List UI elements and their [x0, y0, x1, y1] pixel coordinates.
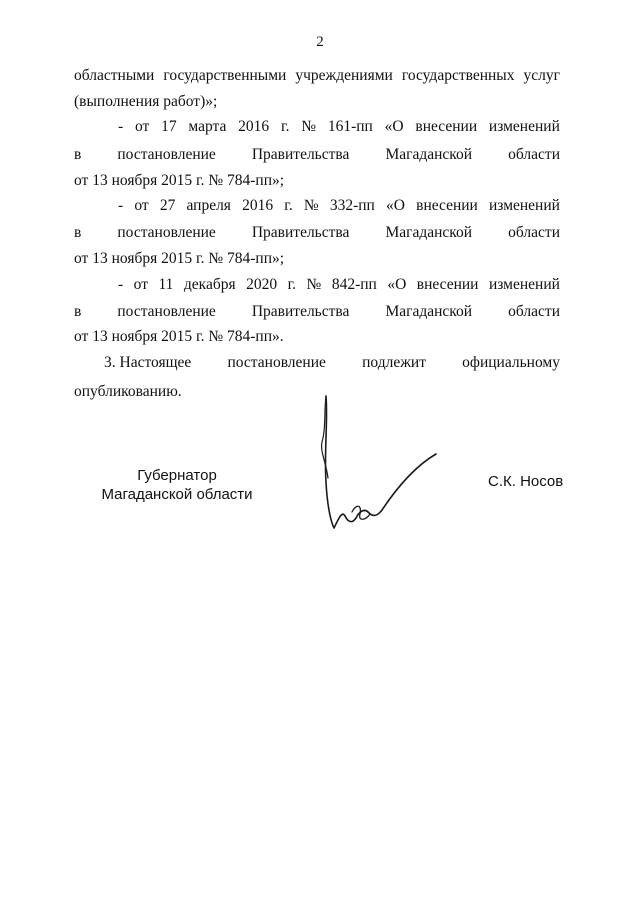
word: - [118, 118, 124, 135]
word: государственных [401, 67, 515, 84]
word: внесении [416, 276, 479, 293]
signatory-title [92, 466, 262, 504]
word: постановление [227, 354, 326, 371]
word: внесении [415, 118, 478, 135]
item-1-line-1 [118, 117, 560, 137]
word: Магаданской [385, 146, 473, 163]
item-2-line-2 [74, 223, 560, 243]
item-1-line-3: от 13 ноября 2015 г. № 784-пп»; [74, 172, 285, 189]
word: от [133, 276, 148, 293]
item-2-line-1 [118, 196, 560, 216]
word: 3. Настоящее [104, 354, 192, 371]
word: в [74, 303, 82, 320]
word: 27 [159, 197, 176, 214]
word: г. [280, 118, 290, 135]
word: «О [387, 276, 407, 293]
word: постановление [117, 146, 216, 163]
word: области [508, 303, 560, 320]
word: Магаданской [385, 303, 473, 320]
handwritten-signature [312, 392, 452, 542]
word: официальному [462, 354, 560, 371]
word: изменений [488, 276, 560, 293]
word: Правительства [251, 146, 350, 163]
word: 332-пп [329, 197, 375, 214]
signatory-title-line-1: Губернатор [137, 467, 217, 484]
word: Правительства [251, 224, 350, 241]
word: учреждениями [295, 67, 393, 84]
word: 2020 [246, 276, 278, 293]
item-3-line-3: от 13 ноября 2015 г. № 784-пп». [74, 328, 284, 345]
word: области [508, 224, 560, 241]
word: 161-пп [327, 118, 373, 135]
word: 2016 [242, 197, 274, 214]
word: г. [284, 197, 293, 214]
word: 17 [161, 118, 177, 135]
word: постановление [117, 224, 216, 241]
word: № [301, 118, 317, 135]
word: областными [74, 67, 155, 84]
word: № [306, 276, 322, 293]
word: в [74, 146, 82, 163]
word: апреля [186, 197, 231, 214]
word: постановление [117, 303, 216, 320]
paragraph-1-line-1 [74, 66, 560, 86]
word: 842-пп [331, 276, 377, 293]
word: декабря [183, 276, 236, 293]
word: № [303, 197, 319, 214]
page-number: 2 [316, 34, 324, 50]
word: области [508, 146, 560, 163]
word: Правительства [251, 303, 350, 320]
word: государственными [163, 67, 287, 84]
signatory-name: С.К. Носов [488, 473, 564, 490]
word: 11 [158, 276, 174, 293]
word: внесении [416, 197, 478, 214]
word: - [118, 276, 124, 293]
signatory-title-line-2: Магаданской области [101, 486, 253, 503]
word: марта [188, 118, 227, 135]
word: от [134, 118, 150, 135]
word: г. [287, 276, 297, 293]
paragraph-3-line-2: опубликованию. [74, 383, 182, 400]
word: Магаданской [385, 224, 473, 241]
word: от [134, 197, 149, 214]
word: изменений [489, 197, 560, 214]
paragraph-1-line-2: (выполнения работ)»; [74, 93, 218, 110]
word: - [118, 197, 124, 214]
word: «О [386, 197, 405, 214]
paragraph-3-line-1 [104, 353, 560, 373]
word: «О [384, 118, 404, 135]
word: в [74, 224, 82, 241]
word: услуг [523, 67, 560, 84]
word: подлежит [362, 354, 426, 371]
item-3-line-1 [118, 275, 560, 295]
item-2-line-3: от 13 ноября 2015 г. № 784-пп»; [74, 250, 285, 267]
word: 2016 [238, 118, 270, 135]
word: изменений [488, 118, 560, 135]
item-3-line-2 [74, 302, 560, 322]
item-1-line-2 [74, 145, 560, 165]
